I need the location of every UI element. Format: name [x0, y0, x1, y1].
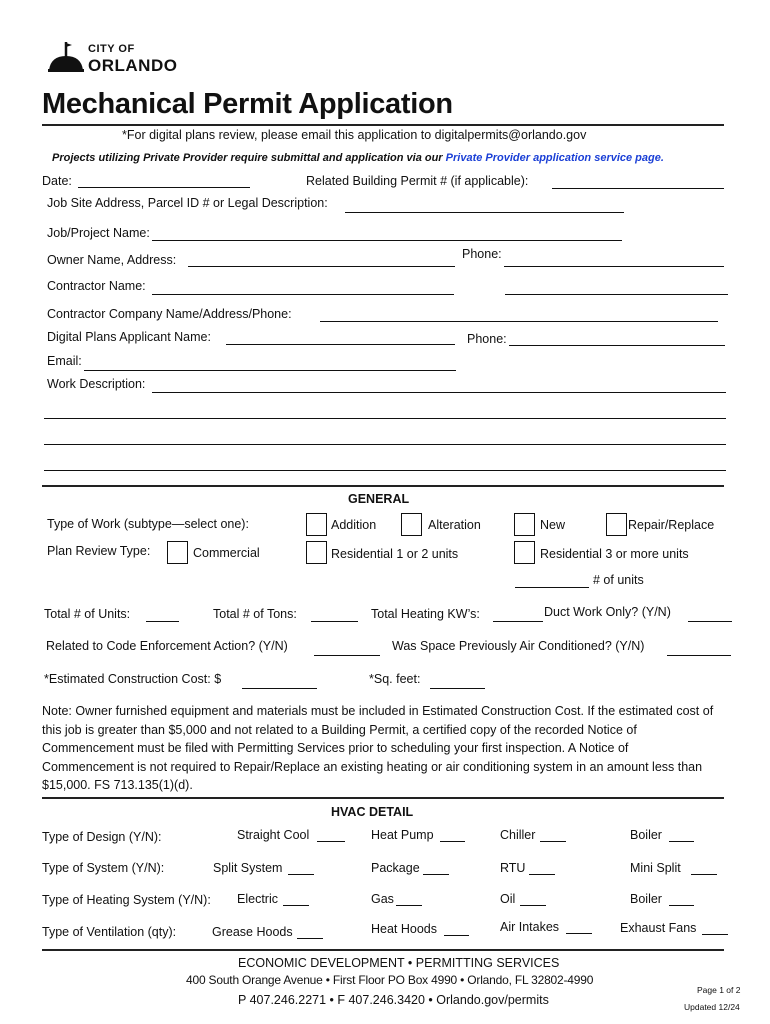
job-project-name-label: Job/Project Name: — [47, 226, 150, 240]
hvac-heading: HVAC DETAIL — [331, 805, 414, 819]
residential-1-2-checkbox[interactable] — [306, 541, 327, 564]
contractor-company-field[interactable] — [320, 321, 718, 322]
page-title: Mechanical Permit Application — [42, 88, 453, 120]
total-tons-label: Total # of Tons: — [213, 607, 297, 621]
general-heading: GENERAL — [348, 492, 410, 506]
job-site-field[interactable] — [345, 212, 624, 213]
sq-feet-field[interactable] — [430, 688, 485, 689]
residential-1-2-label: Residential 1 or 2 units — [331, 547, 459, 561]
chiller-field[interactable] — [540, 841, 566, 842]
mini-split-field[interactable] — [691, 874, 717, 875]
work-description-line-3[interactable] — [44, 444, 726, 445]
hvac-rule — [42, 797, 724, 799]
heat-hoods-label: Heat Hoods — [371, 922, 438, 936]
footer-rule — [42, 949, 724, 951]
residential-3-checkbox[interactable] — [514, 541, 535, 564]
boiler-label: Boiler — [630, 828, 662, 842]
alteration-checkbox[interactable] — [401, 513, 422, 536]
exhaust-fans-label: Exhaust Fans — [620, 921, 697, 935]
date-field[interactable] — [78, 187, 250, 188]
design-label: Type of Design (Y/N): — [42, 830, 162, 844]
total-tons-field[interactable] — [311, 621, 358, 622]
chiller-label: Chiller — [500, 828, 536, 842]
owner-label: Owner Name, Address: — [47, 253, 177, 267]
sq-feet-label: *Sq. feet: — [369, 672, 421, 686]
heat-pump-label: Heat Pump — [371, 828, 434, 842]
package-label: Package — [371, 861, 420, 875]
rtu-field[interactable] — [529, 874, 555, 875]
duct-work-field[interactable] — [688, 621, 732, 622]
commercial-checkbox[interactable] — [167, 541, 188, 564]
grease-hoods-field[interactable] — [297, 938, 323, 939]
title-rule — [42, 124, 724, 126]
split-system-field[interactable] — [288, 874, 314, 875]
boiler-field[interactable] — [669, 841, 694, 842]
owner-phone-field[interactable] — [504, 266, 724, 267]
footer-page: Page 1 of 2 — [697, 985, 741, 995]
oil-field[interactable] — [520, 905, 546, 906]
private-provider-text: Projects utilizing Private Provider require submittal and application via our — [52, 152, 446, 164]
grease-hoods-label: Grease Hoods — [212, 925, 293, 939]
repair-replace-label: Repair/Replace — [628, 518, 715, 532]
heating-boiler-field[interactable] — [669, 905, 694, 906]
gas-label: Gas — [371, 892, 394, 906]
type-of-work-label: Type of Work (subtype—select one): — [47, 517, 249, 531]
contractor-name-field[interactable] — [152, 294, 454, 295]
general-rule — [42, 485, 724, 487]
note-text: Note: Owner furnished equipment and materials must be included in Estimated Construction Cost. If the estimated cost of this job is greater than $5,000 and not related to a Building Permit, a certified copy of the recorded Notice of Commencement must be filed with Permitting Services prior to scheduling your first inspection. A Notice of Commencement is not required to Repair/Replace an existing heating or air conditioning system in an amount less than $15,000. FS 713.135(1)(d). — [42, 704, 714, 793]
previously-conditioned-field[interactable] — [667, 655, 731, 656]
rtu-label: RTU — [500, 861, 526, 875]
total-heating-label: Total Heating KW’s: — [371, 607, 480, 621]
code-enforcement-label: Related to Code Enforcement Action? (Y/N) — [46, 639, 288, 653]
gas-field[interactable] — [396, 905, 422, 906]
repair-replace-checkbox[interactable] — [606, 513, 627, 536]
alteration-label: Alteration — [428, 518, 481, 532]
residential-3-label: Residential 3 or more units — [540, 547, 689, 561]
total-units-field[interactable] — [146, 621, 179, 622]
footer-line1: ECONOMIC DEVELOPMENT • PERMITTING SERVICES — [238, 956, 560, 970]
commercial-label: Commercial — [193, 546, 260, 560]
work-description-line-4[interactable] — [44, 470, 726, 471]
heat-hoods-field[interactable] — [444, 935, 469, 936]
owner-phone-label: Phone: — [462, 247, 502, 261]
total-heating-field[interactable] — [493, 621, 543, 622]
date-label: Date: — [42, 174, 72, 188]
applicant-phone-label: Phone: — [467, 332, 507, 346]
num-units-label: # of units — [593, 573, 644, 587]
electric-field[interactable] — [283, 905, 309, 906]
air-intakes-field[interactable] — [566, 933, 592, 934]
email-label: Email: — [47, 354, 82, 368]
est-cost-label: *Estimated Construction Cost: $ — [44, 672, 222, 686]
system-label: Type of System (Y/N): — [42, 861, 165, 875]
logo-line1: CITY OF — [88, 43, 135, 55]
air-intakes-label: Air Intakes — [500, 920, 560, 934]
est-cost-field[interactable] — [242, 688, 317, 689]
work-description-label: Work Description: — [47, 377, 146, 391]
code-enforcement-field[interactable] — [314, 655, 380, 656]
footer-line3: P 407.246.2271 • F 407.246.3420 • Orlando.gov/permits — [238, 993, 549, 1007]
work-description-line-2[interactable] — [44, 418, 726, 419]
num-units-field[interactable] — [515, 587, 589, 588]
private-provider-note — [52, 152, 664, 164]
logo-line2: ORLANDO — [88, 56, 178, 75]
digital-applicant-label: Digital Plans Applicant Name: — [47, 330, 211, 344]
email-field[interactable] — [84, 370, 456, 371]
duct-work-label: Duct Work Only? (Y/N) — [544, 605, 671, 619]
heating-boiler-label: Boiler — [630, 892, 662, 906]
heat-pump-field[interactable] — [440, 841, 465, 842]
city-logo-icon — [46, 40, 86, 74]
footer-line2: 400 South Orange Avenue • First Floor PO Box 4990 • Orlando, FL 32802-4990 — [186, 973, 594, 987]
plan-review-label: Plan Review Type: — [47, 544, 151, 558]
city-logo — [46, 40, 196, 76]
related-building-permit-field[interactable] — [552, 188, 724, 189]
contractor-company-label: Contractor Company Name/Address/Phone: — [47, 307, 292, 321]
heating-label: Type of Heating System (Y/N): — [42, 893, 211, 907]
footer-updated: Updated 12/24 — [684, 1002, 740, 1012]
mini-split-label: Mini Split — [630, 861, 681, 875]
addition-label: Addition — [331, 518, 377, 532]
split-system-label: Split System — [213, 861, 283, 875]
related-building-permit-label: Related Building Permit # (if applicable): — [306, 174, 529, 188]
package-field[interactable] — [423, 874, 449, 875]
digital-applicant-field[interactable] — [226, 344, 455, 345]
addition-checkbox[interactable] — [306, 513, 327, 536]
job-project-name-field[interactable] — [152, 240, 622, 241]
applicant-phone-field[interactable] — [509, 345, 725, 346]
ventilation-label: Type of Ventilation (qty): — [42, 925, 177, 939]
private-provider-link[interactable]: Private Provider application service page. — [445, 152, 664, 164]
owner-field[interactable] — [188, 266, 455, 267]
contractor-name-label: Contractor Name: — [47, 279, 146, 293]
new-checkbox[interactable] — [514, 513, 535, 536]
electric-label: Electric — [237, 892, 278, 906]
exhaust-fans-field[interactable] — [702, 934, 728, 935]
straight-cool-label: Straight Cool — [237, 828, 310, 842]
digital-note: *For digital plans review, please email this application to digitalpermits@orlando.gov — [122, 128, 587, 142]
oil-label: Oil — [500, 892, 516, 906]
total-units-label: Total # of Units: — [44, 607, 131, 621]
previously-conditioned-label: Was Space Previously Air Conditioned? (Y/N) — [392, 639, 645, 653]
contractor-extra-field[interactable] — [505, 294, 728, 295]
new-label: New — [540, 518, 566, 532]
work-description-line-1[interactable] — [152, 392, 726, 393]
straight-cool-field[interactable] — [317, 841, 345, 842]
job-site-label: Job Site Address, Parcel ID # or Legal Description: — [47, 196, 328, 210]
